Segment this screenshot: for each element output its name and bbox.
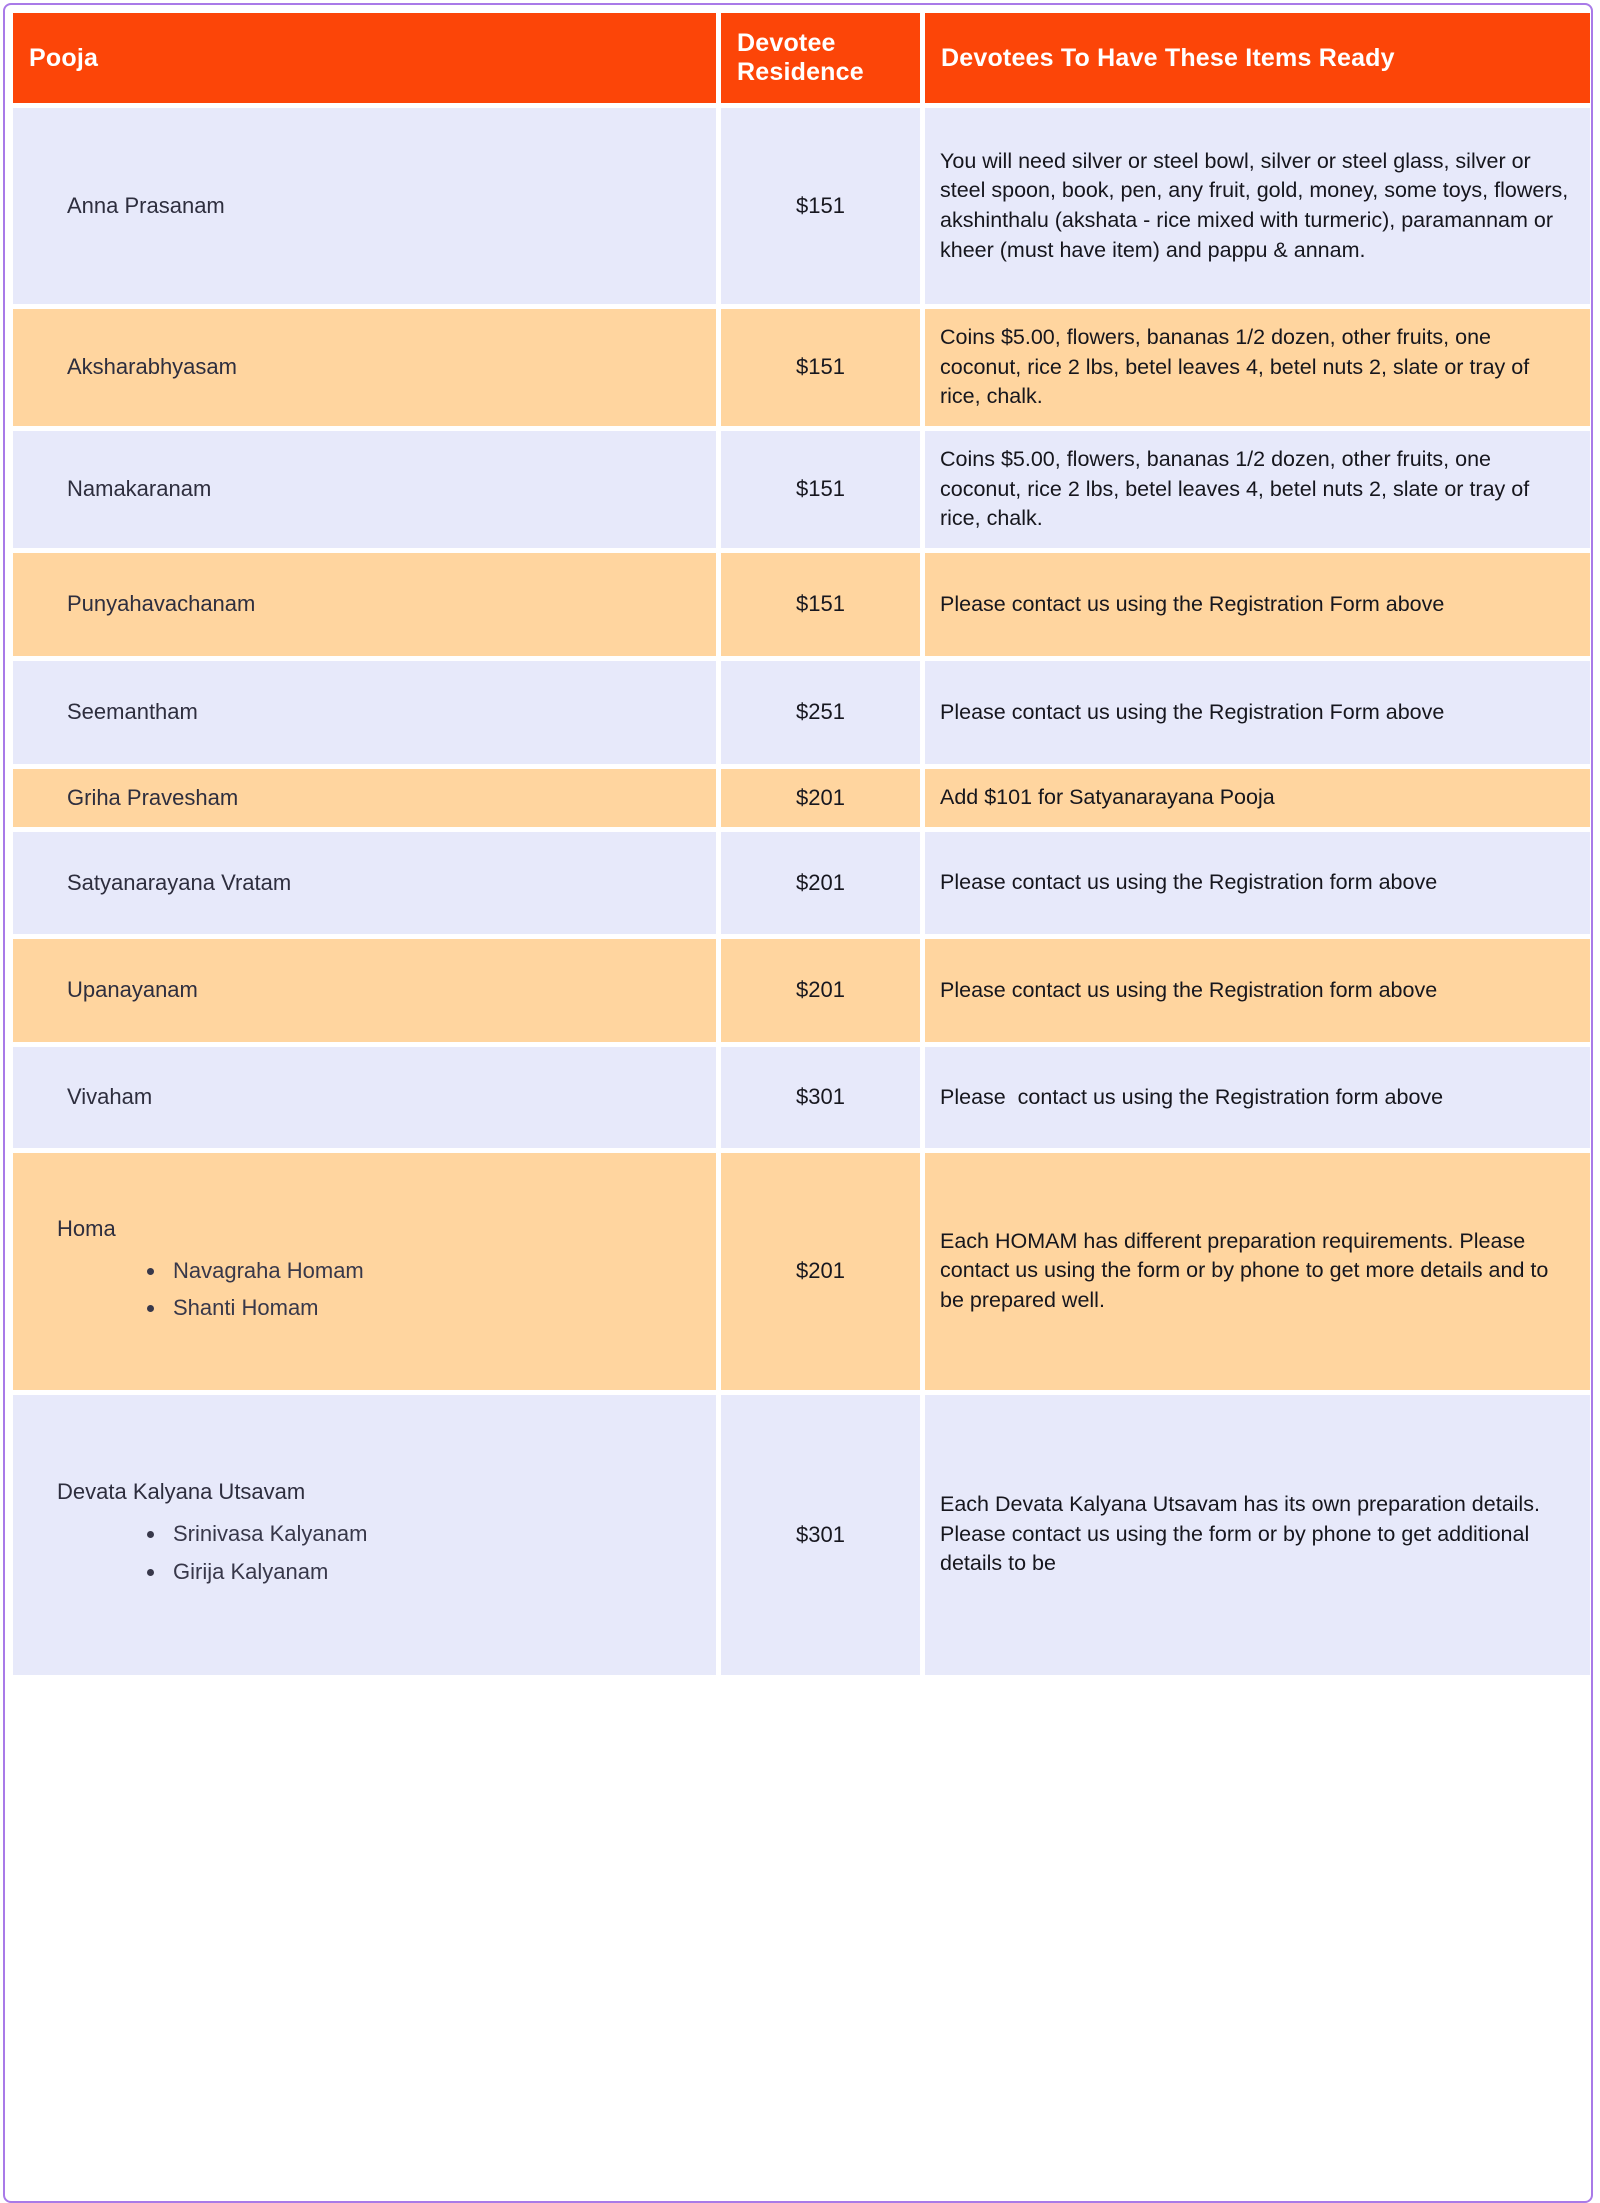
- items-details-cell: [925, 939, 1590, 1042]
- pooja-name: Homa: [57, 1215, 116, 1241]
- price-cell: $151: [721, 108, 920, 304]
- price-cell: $201: [721, 769, 920, 827]
- pooja-sub-item: • Shanti Homam: [167, 1289, 700, 1326]
- items-details-text: Each Devata Kalyana Utsavam has its own preparation details. Please contact us using the form or by phone to get additional details to be: [940, 1492, 1546, 1576]
- pooja-name: Anna Prasanam: [67, 193, 225, 218]
- items-details-cell: [925, 832, 1590, 934]
- pooja-sub-item: • Girija Kalyanam: [167, 1553, 700, 1590]
- table-row: [13, 108, 1590, 304]
- header-row: [13, 13, 1590, 103]
- items-details-cell: [925, 1153, 1590, 1390]
- items-details-text: You will need silver or steel bowl, silver or steel glass, silver or steel spoon, book, pen, any fruit, gold, money, some toys, flowers, akshinthalu (akshata - rice mixed with turmeric), paramannam or kheer (must have item) and pappu & annam.: [940, 148, 1575, 262]
- column-header-items-ready: Devotees To Have These Items Ready: [925, 13, 1590, 103]
- price-cell: $301: [721, 1395, 920, 1675]
- pooja-name-cell: [13, 769, 716, 827]
- pooja-name: Griha Pravesham: [67, 784, 239, 810]
- pooja-name-cell: [13, 108, 716, 304]
- table-row: [13, 1153, 1590, 1390]
- price-cell: $151: [721, 309, 920, 426]
- column-header-devotee-residence: Devotee Residence: [721, 13, 920, 103]
- price-cell: $251: [721, 661, 920, 764]
- items-details-text: Each HOMAM has different preparation requirements. Please contact us using the form or by phone to get more details and to be prepared well.: [940, 1228, 1555, 1312]
- items-details-text: Please contact us using the Registration form above: [940, 977, 1438, 1002]
- items-details-cell: [925, 1047, 1590, 1148]
- pooja-name-cell: [13, 939, 716, 1042]
- table-row: [13, 1047, 1590, 1148]
- items-details-cell: [925, 553, 1590, 656]
- pooja-sub-list: [57, 1515, 700, 1590]
- items-details-text: Please contact us using the Registration form above: [940, 870, 1438, 895]
- items-details-text: Please contact us using the Registration form above: [940, 1084, 1444, 1109]
- items-details-text: Add $101 for Satyanarayana Pooja: [940, 784, 1275, 809]
- pooja-name: Devata Kalyana Utsavam: [57, 1479, 306, 1505]
- items-details-text: Please contact us using the Registration Form above: [940, 591, 1445, 616]
- pooja-name: Seemantham: [67, 699, 198, 725]
- column-header-pooja: Pooja: [13, 13, 716, 103]
- table-row: [13, 309, 1590, 426]
- items-details-cell: [925, 309, 1590, 426]
- table-body: [13, 108, 1590, 1675]
- pooja-name: Upanayanam: [67, 977, 198, 1003]
- table-row: [13, 939, 1590, 1042]
- pooja-name: Aksharabhyasam: [67, 354, 237, 380]
- pooja-price-table: [8, 8, 1595, 1680]
- price-cell: $201: [721, 939, 920, 1042]
- items-details-cell: [925, 1395, 1590, 1675]
- pooja-sub-item: • Navagraha Homam: [167, 1252, 700, 1289]
- items-details-text: Coins $5.00, flowers, bananas 1/2 dozen, other fruits, one coconut, rice 2 lbs, betel leaves 4, betel nuts 2, slate or tray of rice, chalk.: [940, 325, 1536, 409]
- price-cell: $301: [721, 1047, 920, 1148]
- pooja-name-cell: [13, 1047, 716, 1148]
- table-row: [13, 769, 1590, 827]
- pooja-sub-item: • Srinivasa Kalyanam: [167, 1515, 700, 1552]
- items-details-text: Coins $5.00, flowers, bananas 1/2 dozen, other fruits, one coconut, rice 2 lbs, betel leaves 4, betel nuts 2, slate or tray of rice, chalk.: [940, 446, 1536, 531]
- pooja-name-cell: [13, 553, 716, 656]
- price-cell: $201: [721, 1153, 920, 1390]
- items-details-cell: [925, 108, 1590, 304]
- pooja-name-cell: [13, 309, 716, 426]
- table-row: [13, 553, 1590, 656]
- pooja-name-cell: [13, 1395, 716, 1675]
- pooja-name-cell: [13, 1153, 716, 1390]
- table-header: [13, 13, 1590, 103]
- pooja-name: Vivaham: [67, 1084, 153, 1110]
- pooja-name: Satyanarayana Vratam: [67, 869, 292, 895]
- table-row: [13, 431, 1590, 548]
- pooja-name: Namakaranam: [67, 476, 212, 502]
- table-row: [13, 832, 1590, 934]
- pooja-name: Punyahavachanam: [67, 591, 256, 617]
- table-row: [13, 661, 1590, 764]
- items-details-cell: [925, 769, 1590, 827]
- price-cell: $151: [721, 553, 920, 656]
- items-details-cell: [925, 661, 1590, 764]
- pooja-name-cell: [13, 661, 716, 764]
- pooja-sub-list: [57, 1252, 700, 1327]
- price-cell: $151: [721, 431, 920, 548]
- items-details-text: Please contact us using the Registration Form above: [940, 699, 1445, 724]
- table-row: [13, 1395, 1590, 1675]
- pooja-name-cell: [13, 431, 716, 548]
- price-cell: $201: [721, 832, 920, 934]
- pooja-name-cell: [13, 832, 716, 934]
- items-details-cell: [925, 431, 1590, 548]
